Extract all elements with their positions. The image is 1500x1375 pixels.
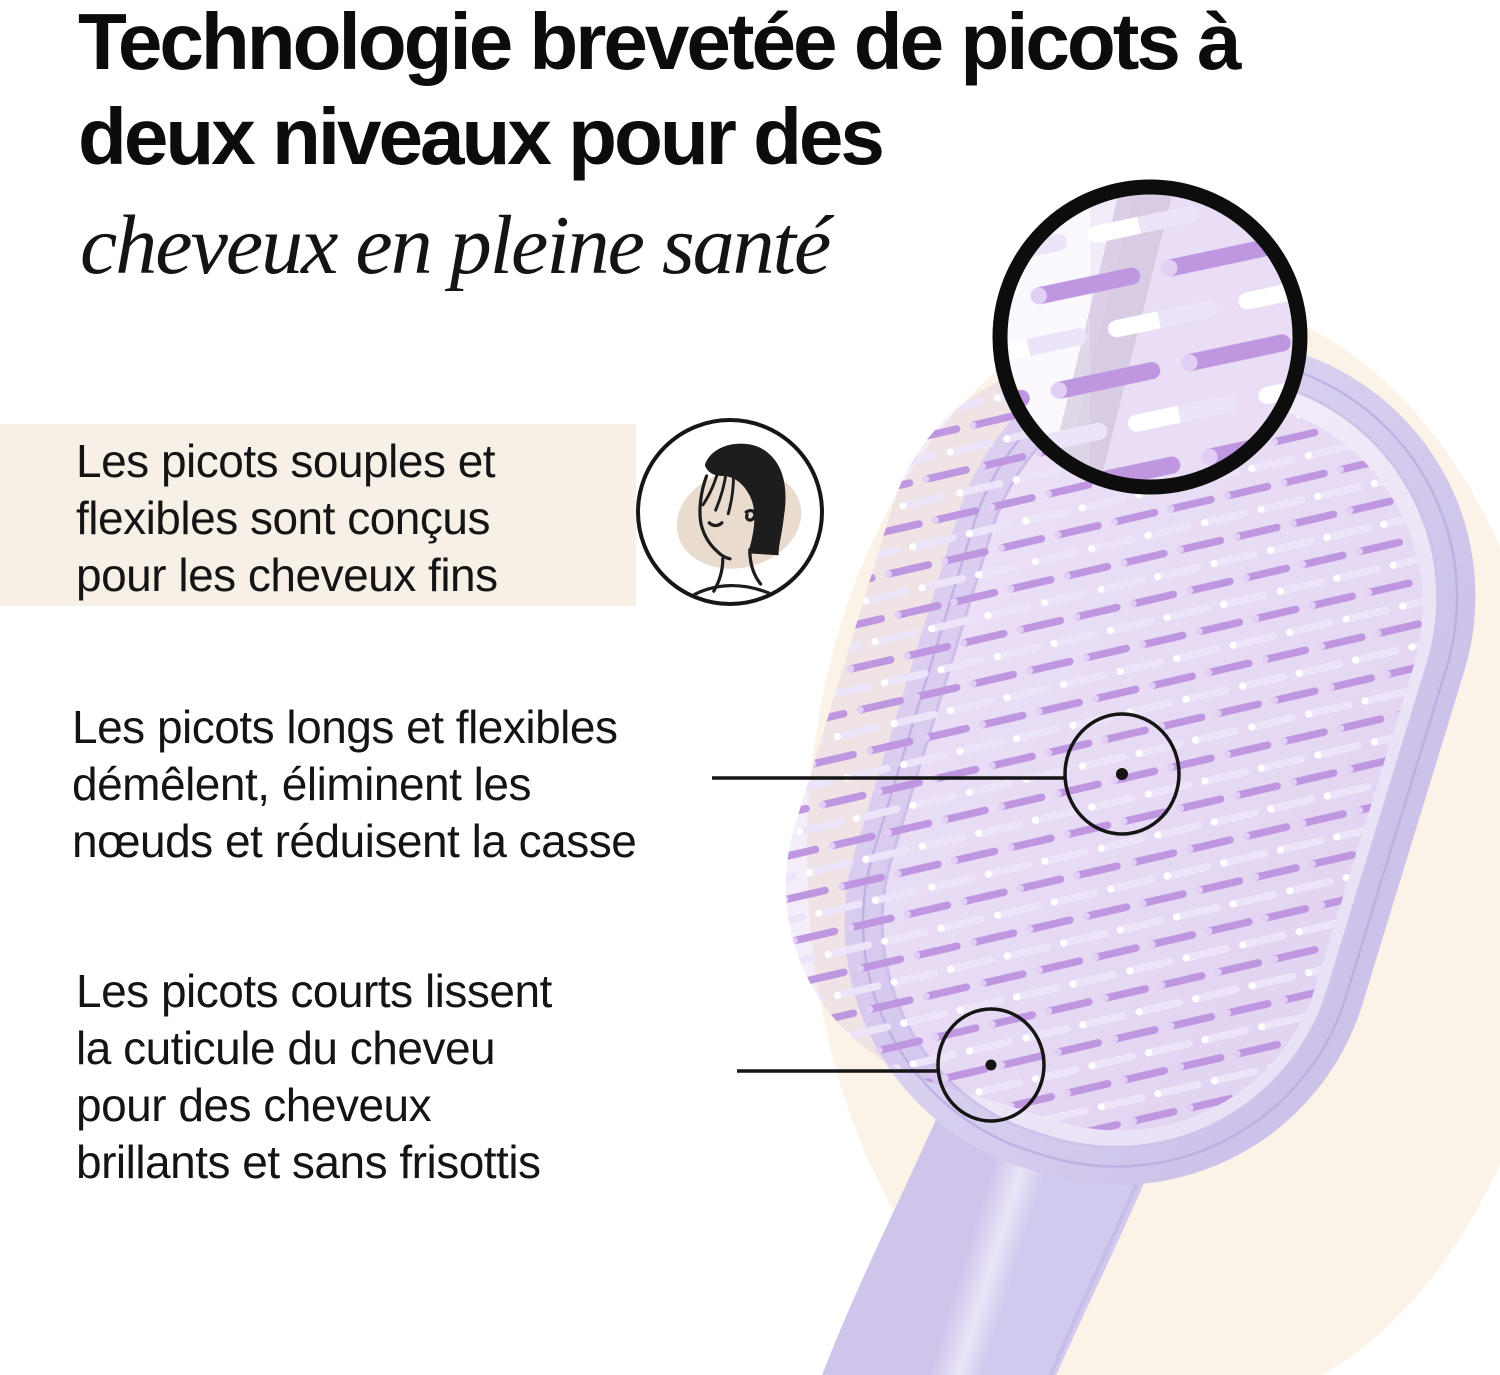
feature-1-line-3: pour les cheveux fins [76,549,498,601]
feature-3-line-4: brillants et sans frisottis [76,1136,541,1188]
feature-3-text [76,963,552,1191]
feature-2-text [72,699,636,870]
feature-3-line-1: Les picots courts lissent [76,965,552,1017]
woman-fine-hair-icon [636,418,824,606]
feature-2-line-2: démêlent, éliminent les [72,758,531,810]
page-title [78,0,1239,184]
feature-1-line-1: Les picots souples et [76,435,496,487]
long-teeth-dot [1116,768,1128,780]
page-title-line-2: deux niveaux pour des [78,92,882,181]
page-title-line-1: Technologie brevetée de picots à [78,0,1239,86]
feature-3-line-2: la cuticule du cheveu [76,1022,496,1074]
feature-1-line-2: flexibles sont conçus [76,492,490,544]
feature-2-line-3: nœuds et réduisent la casse [72,815,637,867]
short-teeth-dot [986,1060,997,1071]
woman-face-illustration [640,422,820,602]
page-subtitle: cheveux en pleine santé [80,199,830,292]
feature-1-text [76,433,498,604]
feature-2-line-1: Les picots longs et flexibles [72,701,618,753]
feature-3-line-3: pour des cheveux [76,1079,432,1131]
